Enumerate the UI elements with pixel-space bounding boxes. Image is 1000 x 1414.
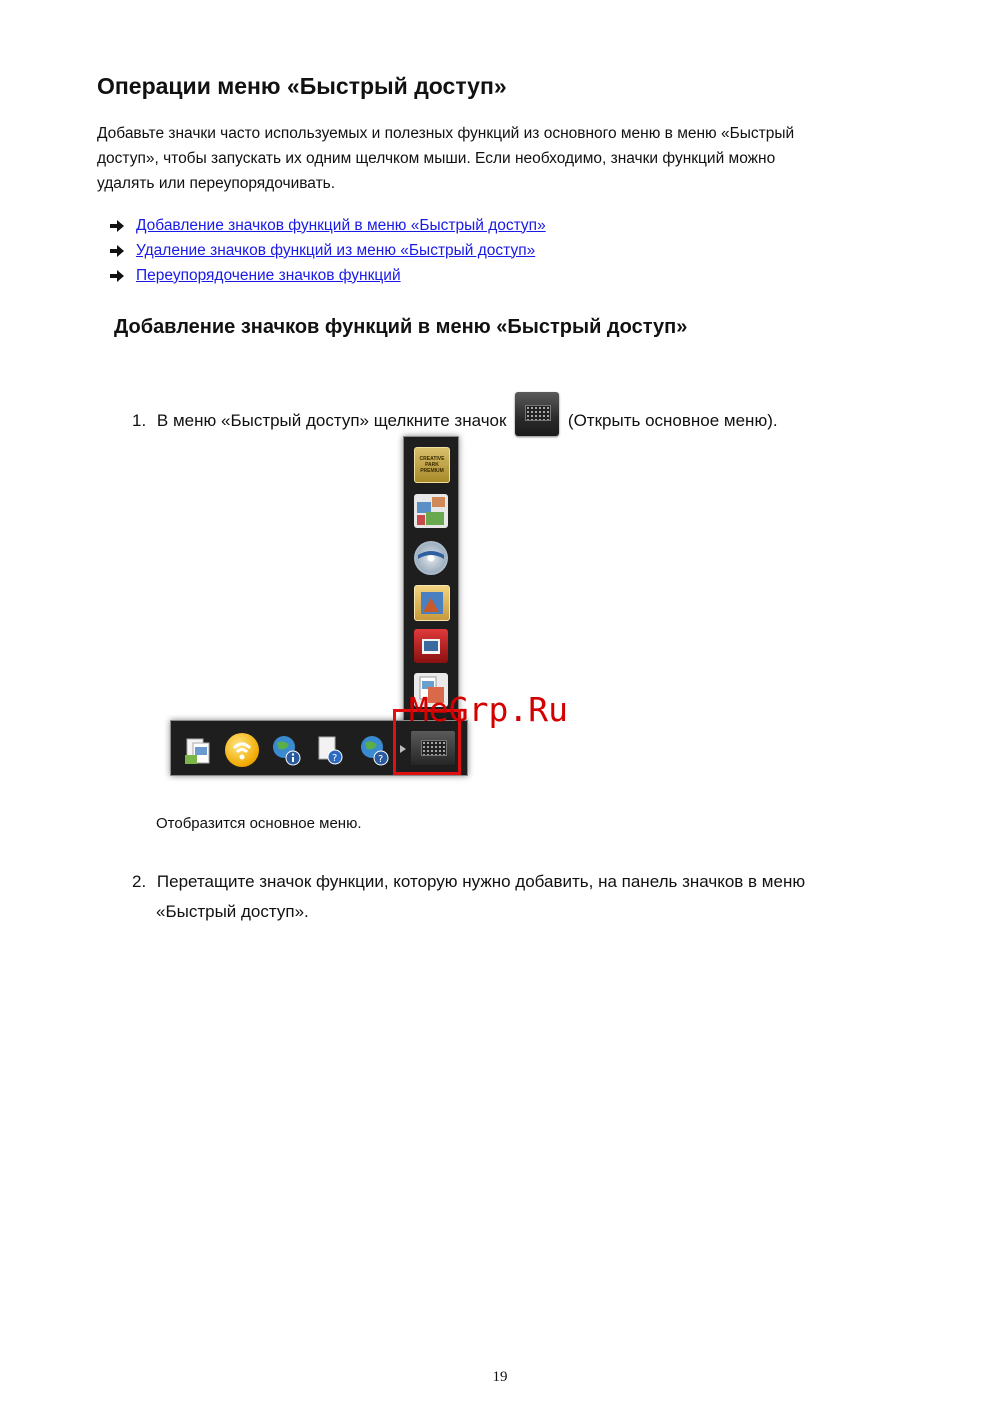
creative-park-premium-icon[interactable] [414, 447, 450, 483]
step-text: «Быстрый доступ». [156, 902, 309, 921]
step-1 [132, 392, 932, 436]
creative-park-label: CREATIVE PARK PREMIUM [419, 456, 445, 474]
link-item-reorder [110, 263, 401, 288]
page-title: Операции меню «Быстрый доступ» [97, 73, 507, 99]
wireless-icon[interactable] [225, 733, 259, 767]
step-number: 2. [132, 872, 147, 891]
link-list [110, 213, 710, 293]
arrow-right-icon [110, 220, 124, 232]
step-text: (Открыть основное меню). [567, 411, 778, 430]
help-document-icon[interactable] [313, 733, 347, 767]
step-2 [132, 867, 932, 927]
link-reorder-icons[interactable]: Переупорядочение значков функций [136, 266, 401, 284]
globe-help-icon[interactable] [357, 733, 391, 767]
step-text: В меню «Быстрый доступ» щелкните значок [156, 411, 507, 430]
svg-text:?: ? [332, 753, 338, 764]
link-add-icons[interactable]: Добавление значков функций в меню «Быстрый доступ» [136, 216, 546, 234]
intro-paragraph [97, 121, 897, 196]
quick-menu-figure [168, 436, 468, 781]
globe-info-icon[interactable] [269, 733, 303, 767]
red-photo-icon[interactable] [414, 629, 448, 663]
photo-print-icon[interactable] [414, 585, 450, 621]
intro-line: Добавьте значки часто используемых и полезных функций из основного меню в меню «Быстрый [97, 125, 795, 142]
arrow-right-icon [110, 245, 124, 257]
page-number: 19 [492, 1369, 508, 1385]
photo-collage-icon[interactable] [414, 494, 448, 528]
link-remove-icons[interactable]: Удаление значков функций из меню «Быстрый доступ» [136, 241, 536, 259]
link-item-add [110, 213, 546, 238]
disc-label-icon[interactable] [414, 541, 448, 575]
step-number: 1. [132, 411, 147, 430]
open-main-menu-icon [515, 392, 559, 436]
svg-text:?: ? [378, 754, 384, 765]
section-title: Добавление значков функций в меню «Быстрый доступ» [114, 316, 688, 338]
figure-caption: Отобразится основное меню. [156, 815, 362, 832]
watermark: MeGrp.Ru [409, 690, 568, 729]
arrow-right-icon [110, 270, 124, 282]
intro-line: доступ», чтобы запускать их одним щелчком мыши. Если необходимо, значки функций можно [97, 150, 776, 167]
intro-line: удалять или переупорядочивать. [97, 175, 336, 192]
scan-documents-icon[interactable] [181, 733, 215, 767]
step-text: Перетащите значок функции, которую нужно добавить, на панель значков в меню [156, 872, 806, 891]
link-item-remove [110, 238, 535, 263]
